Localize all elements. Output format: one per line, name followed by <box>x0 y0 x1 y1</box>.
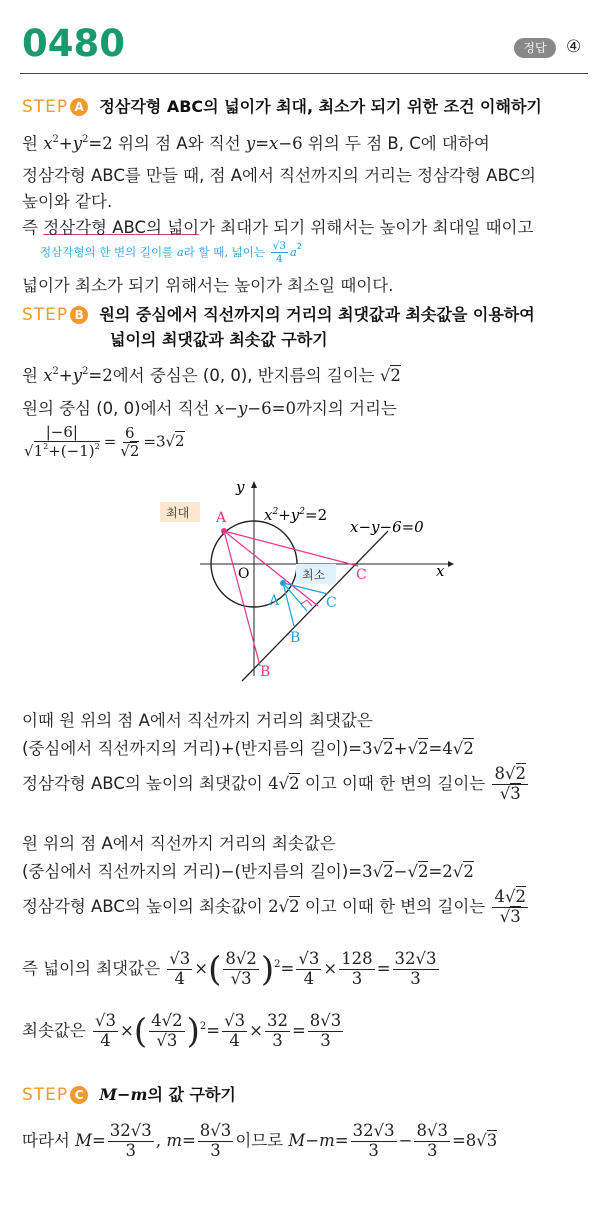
min-line-2 <box>22 858 474 882</box>
fraction: $\frac{8√2}{√3}$ <box>494 764 526 803</box>
step-a-header <box>22 94 542 117</box>
text: (중심에서 직선까지의 거리)+(반지름의 길이)= <box>22 739 363 758</box>
step-a-line-5: 넓이가 최소가 되기 위해서는 높이가 최소일 때이다. <box>22 276 394 295</box>
step-b-badge: B <box>70 306 88 324</box>
note-fraction: $\frac{√3}{4}$ <box>272 240 286 266</box>
step-a-title: 정삼각형 ABC의 넓이가 최대, 최소가 되기 위한 조건 이해하기 <box>99 97 542 116</box>
label-a-max: A <box>216 510 227 526</box>
math: M−m= $\frac{32√3}{3}$ − $\frac{8√3}{3}$ =8√3 <box>288 1121 498 1160</box>
step-b-title-1: 원의 중심에서 직선까지의 거리의 최댓값과 최솟값을 이용하여 <box>99 305 535 324</box>
math: 3√2+√2=4√2 <box>362 739 474 758</box>
max-line-2 <box>22 735 474 759</box>
min-line-3 <box>22 888 530 927</box>
math: x−y−6=0 <box>214 399 296 418</box>
step-c-line-1 <box>22 1122 497 1161</box>
text: 이므로 <box>235 1130 289 1150</box>
y-axis-label: y <box>236 478 245 496</box>
text: 최솟값은 <box>22 1020 92 1040</box>
step-a-note: 정삼각형의 한 변의 길이를 a라 할 때, 넓이는 $\frac{√3}{4}$ $a^2$ <box>40 240 302 266</box>
step-a-line-4 <box>22 214 533 238</box>
x-axis-label: x <box>436 562 445 580</box>
text: 이고 이때 한 변의 길이는 <box>304 773 491 793</box>
step-b-line-2 <box>22 395 397 419</box>
step-b-header <box>22 302 535 325</box>
text: 원 <box>22 366 44 385</box>
point-a-max <box>221 528 227 534</box>
text: 위의 두 점 B, C에 대하여 <box>302 134 490 153</box>
step-a-line-1 <box>22 130 490 154</box>
coordinate-figure <box>150 476 460 686</box>
text: 에서 중심은 (0, 0), 반지름의 길이는 <box>112 366 380 385</box>
label-c-max: C <box>356 567 367 583</box>
circle-equation: $x^2+y^2=2$ <box>264 506 328 524</box>
math: $\frac{√3}{4}$ ×( $\frac{8√2}{√3}$ )$^2$= $\frac{√3}{4}$ × $\frac{128}{3}$ = $\frac{32√3}{3}$ <box>169 949 437 990</box>
header-divider <box>20 73 588 74</box>
text: 위의 점 A와 직선 <box>112 134 246 153</box>
text: (중심에서 직선까지의 거리)−(반지름의 길이)= <box>22 862 363 881</box>
note-var: a <box>176 245 184 260</box>
step-a-label: STEP <box>22 97 69 117</box>
max-line-1: 이때 원 위의 점 A에서 직선까지 거리의 최댓값은 <box>22 711 373 730</box>
text: 원의 중심 (0, 0)에서 직선 <box>22 399 215 418</box>
math-circle-eq: $x^2+y^2=2$ <box>43 134 113 153</box>
min-triangle <box>283 583 328 626</box>
fraction: $\frac{|-6|}{√1^2+(-1)^2}$ <box>24 423 100 461</box>
fraction: $\frac{4√2}{√3}$ <box>494 887 526 926</box>
max-line-3 <box>22 765 530 804</box>
note-text: 라 할 때, 넓이는 <box>183 245 269 260</box>
step-b-label: STEP <box>22 305 69 325</box>
answer-badge <box>514 38 556 58</box>
text: 이고 이때 한 변의 길이는 <box>304 896 491 916</box>
text: 가 최대가 되기 위해서는 높이가 최대일 때이고 <box>199 218 534 237</box>
distance-formula: $\frac{|-6|}{√1^2+(-1)^2}$ = $\frac{6}{√2}$ =3√2 <box>24 423 185 461</box>
text: 원 <box>22 134 44 153</box>
text: 즉 <box>22 218 44 237</box>
area-max-line <box>22 950 441 989</box>
step-c-badge: C <box>70 1086 88 1104</box>
step-c-label: STEP <box>22 1085 69 1105</box>
text: 즉 넓이의 최댓값은 <box>22 958 166 978</box>
label-a-min: A <box>269 593 280 609</box>
text: 까지의 거리는 <box>295 399 397 418</box>
y-axis-arrow <box>251 481 257 488</box>
math: 2√2 <box>268 896 300 916</box>
step-a-badge: A <box>70 98 88 116</box>
answer-value: ④ <box>566 37 582 57</box>
step-a-line-3: 높이와 같다. <box>22 192 113 211</box>
math: $\frac{√3}{4}$ ×( $\frac{4√2}{√3}$ )$^2$= $\frac{√3}{4}$ × $\frac{32}{3}$ = $\frac{8√3}{3}$ <box>95 1011 342 1052</box>
math-radius: √2 <box>379 366 401 385</box>
text: 정삼각형 ABC의 높이의 최댓값이 <box>22 773 269 793</box>
label-b-min: B <box>290 630 301 646</box>
label-c-min: C <box>326 595 337 611</box>
math: 3√2−√2=2√2 <box>362 862 474 881</box>
max-label: 최대 <box>166 506 190 520</box>
math: M= $\frac{32√3}{3}$ , m= $\frac{8√3}{3}$ <box>75 1121 232 1160</box>
text: 따라서 <box>22 1130 76 1150</box>
step-b-title-2: 넓이의 최댓값과 최솟값 구하기 <box>110 330 328 349</box>
note-text: 정삼각형의 한 변의 길이를 <box>40 245 177 260</box>
fraction: $\frac{6}{√2}$ <box>120 423 140 460</box>
step-c-var: M−m <box>99 1085 148 1104</box>
underlined-text: 정삼각형 ABC의 넓이 <box>43 218 200 237</box>
step-b-line-1 <box>22 362 401 386</box>
step-c-header <box>22 1082 236 1105</box>
answer-badge-label: 정답 <box>523 41 547 55</box>
problem-number: 0480 <box>22 22 125 65</box>
math: 4√2 <box>268 773 300 793</box>
step-c-title: 의 값 구하기 <box>147 1085 236 1104</box>
min-label: 최소 <box>302 568 326 582</box>
x-axis-arrow <box>448 561 454 567</box>
origin-label: O <box>238 566 250 582</box>
area-min-line <box>22 1012 345 1051</box>
text: 정삼각형 ABC의 높이의 최솟값이 <box>22 896 269 916</box>
math: $x^2+y^2=2$ <box>43 366 113 385</box>
step-a-line-2: 정삼각형 ABC를 만들 때, 점 A에서 직선까지의 거리는 정삼각형 ABC의 <box>22 166 536 185</box>
point-a-min <box>280 580 286 586</box>
label-b-max: B <box>260 664 271 680</box>
math-line-eq: y=x−6 <box>245 134 303 153</box>
line-equation: x−y−6=0 <box>350 518 424 536</box>
min-line-1: 원 위의 점 A에서 직선까지 거리의 최솟값은 <box>22 834 336 853</box>
